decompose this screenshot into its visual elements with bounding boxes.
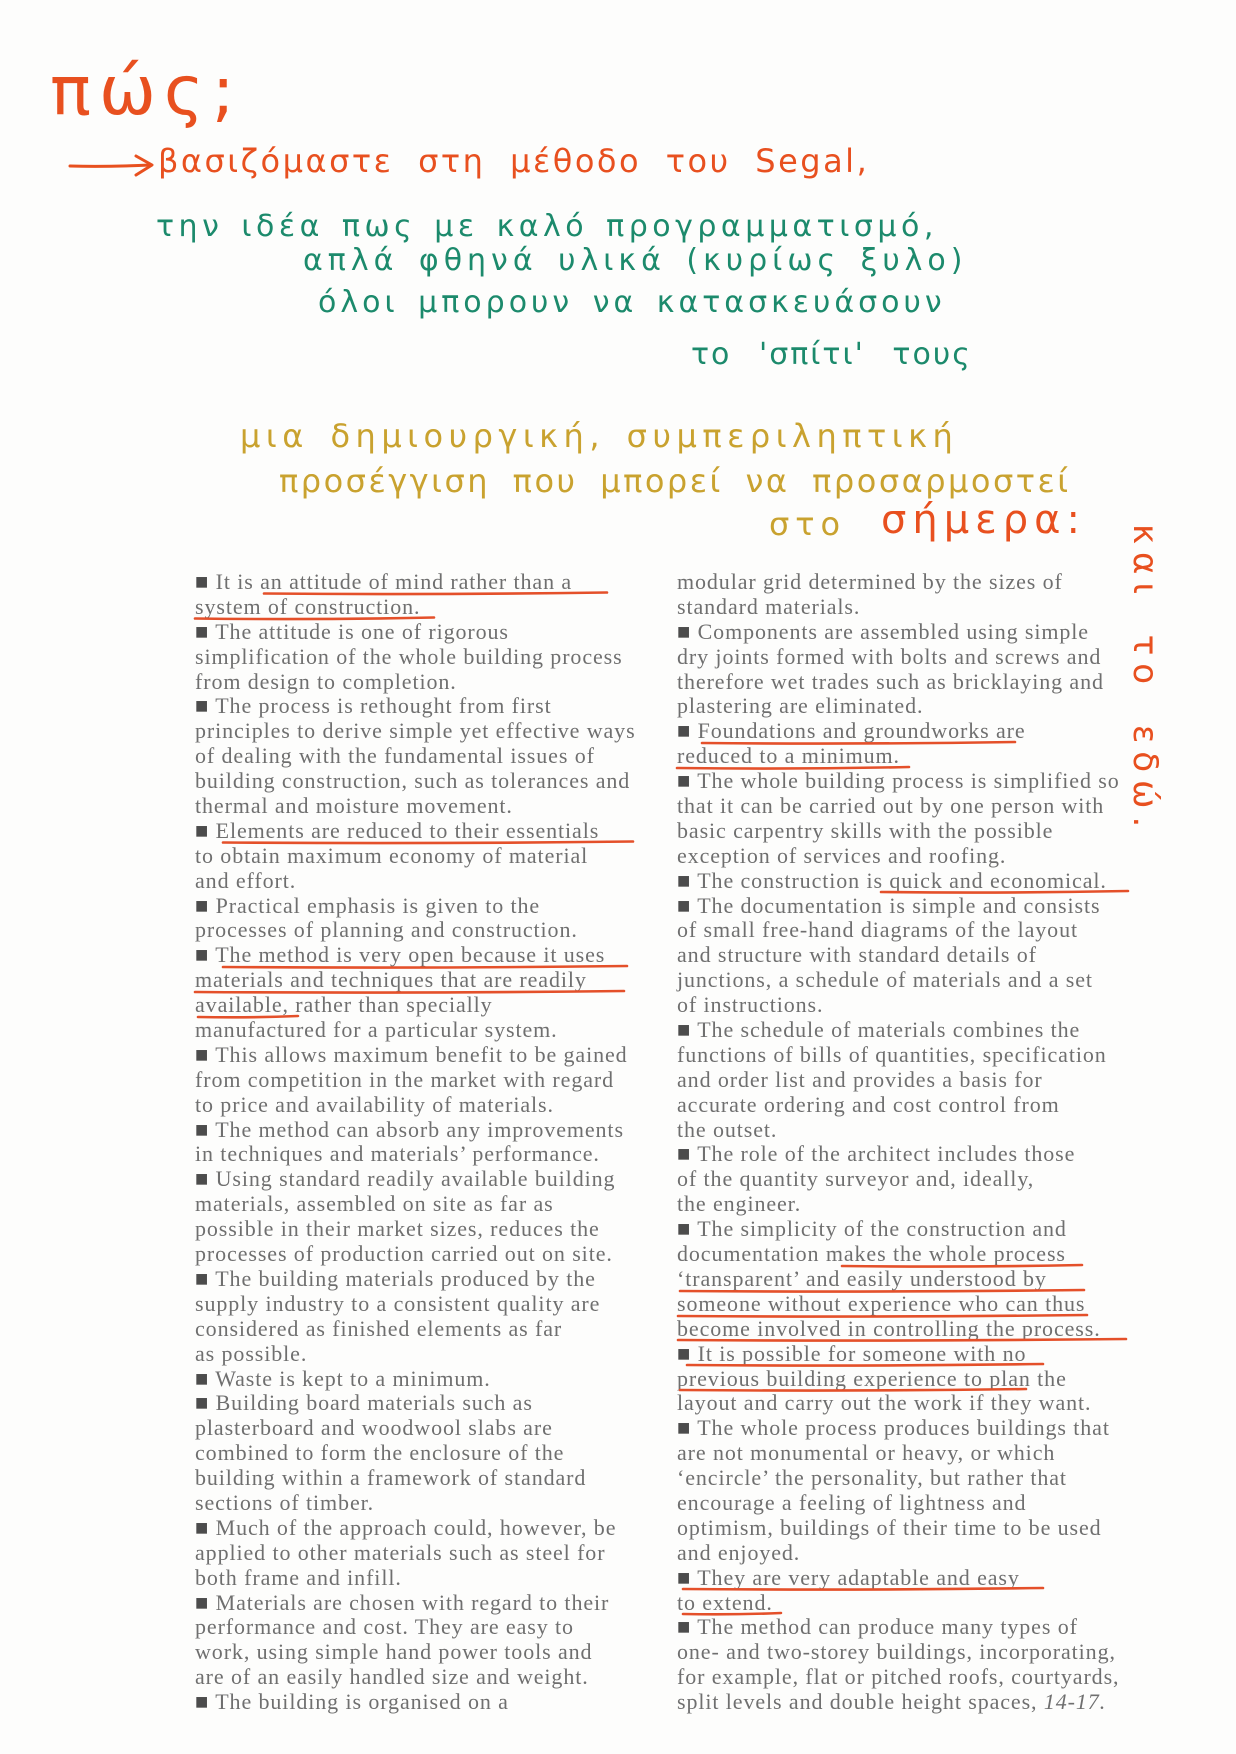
text-line: modular grid determined by the sizes of: [677, 569, 1063, 594]
bullet-line: ■ The documentation is simple and consists: [677, 892, 1101, 918]
text-line: manufactured for a particular system.: [195, 1017, 558, 1043]
text-line: optimism, buildings of their time to be used: [677, 1514, 1102, 1540]
text-line: from design to completion.: [195, 668, 457, 694]
handwritten-idea-line: όλοι μπορουν να κατασκευάσουν: [318, 285, 946, 320]
text-line: processes of planning and construction.: [195, 917, 578, 943]
text-line: combined to form the enclosure of the: [195, 1440, 565, 1466]
text-line: materials, assembled on site as far as: [195, 1191, 554, 1217]
text-line: for example, flat or pitched roofs, courtyards,: [677, 1664, 1120, 1690]
text-line: and order list and provides a basis for: [677, 1066, 1043, 1092]
text-line: plastering are eliminated.: [677, 693, 924, 719]
text-line: that it can be carried out by one person with: [677, 793, 1105, 819]
bullet-line: ■ It is an attitude of mind rather than a: [195, 569, 573, 594]
text-line: principles to derive simple yet effective ways: [195, 718, 636, 744]
text-line: are of an easily handled size and weight.: [195, 1664, 589, 1690]
bullet-line: ■ The simplicity of the construction and: [677, 1216, 1067, 1242]
arrow-right-icon: [66, 150, 158, 182]
handwritten-approach-line: μια δημιουργική, συμπεριληπτική: [240, 417, 959, 455]
text-line: considered as finished elements as far: [195, 1315, 563, 1341]
text-line: of instructions.: [677, 992, 824, 1018]
bullet-line: ■ Building board materials such as: [195, 1390, 533, 1416]
text-line: documentation makes the whole process: [677, 1241, 1066, 1267]
text-line: thermal and moisture movement.: [195, 793, 513, 819]
bullet-line: ■ Waste is kept to a minimum.: [195, 1365, 491, 1391]
text-line-content: split levels and double height spaces,: [677, 1689, 1038, 1715]
text-line: basic carpentry skills with the possible: [677, 817, 1054, 843]
bullet-line: ■ Much of the approach could, however, be: [195, 1514, 617, 1540]
text-line: of the quantity surveyor and, ideally,: [677, 1166, 1035, 1192]
text-line: of small free-hand diagrams of the layout: [677, 917, 1078, 943]
handwritten-idea-line: απλά φθηνά υλικά (κυρίως ξυλο): [303, 243, 968, 278]
text-line: previous building experience to plan the: [677, 1365, 1067, 1391]
bullet-line: ■ The construction is quick and economical.: [677, 867, 1107, 893]
text-line: building within a framework of standard: [195, 1465, 587, 1491]
text-line: work, using simple hand power tools and: [195, 1639, 593, 1665]
handwritten-approach-line: προσέγγιση που μπορεί να προσαρμοστεί: [279, 462, 1071, 500]
text-line: performance and cost. They are easy to: [195, 1614, 574, 1640]
text-line: [677, 1690, 1120, 1715]
bullet-line: ■ The whole building process is simplified so: [677, 768, 1120, 794]
handwritten-idea-line: το 'σπίτι' τους: [691, 337, 972, 372]
handwritten-margin-note: και το εδώ.: [1125, 524, 1165, 836]
text-line: processes of production carried out on site.: [195, 1241, 613, 1267]
text-line: simplification of the whole building process: [195, 643, 623, 669]
text-line: dry joints formed with bolts and screws and: [677, 643, 1102, 669]
right-text-column: [677, 570, 1120, 1715]
bullet-line: ■ They are very adaptable and easy: [677, 1564, 1020, 1590]
text-line: exception of services and roofing.: [677, 842, 1007, 868]
bullet-line: ■ The method can produce many types of: [677, 1614, 1078, 1640]
bullet-line: ■ The whole process produces buildings that: [677, 1415, 1110, 1441]
bullet-line: ■ Materials are chosen with regard to their: [195, 1589, 610, 1615]
text-line: layout and carry out the work if they want.: [677, 1390, 1092, 1416]
bullet-line: ■ This allows maximum benefit to be gained: [195, 1041, 628, 1067]
text-line: in techniques and materials’ performance.: [195, 1141, 600, 1167]
text-line: encourage a feeling of lightness and: [677, 1489, 1027, 1515]
text-line: supply industry to a consistent quality are: [195, 1290, 601, 1316]
handwritten-today: σήμερα:: [881, 497, 1087, 543]
text-line: and enjoyed.: [677, 1539, 801, 1565]
text-line: standard materials.: [677, 593, 861, 619]
bullet-line: ■ Practical emphasis is given to the: [195, 892, 541, 918]
bullet-line: ■ Using standard readily available building: [195, 1166, 616, 1192]
bullet-line: ■ Components are assembled using simple: [677, 618, 1089, 644]
bullet-line: ■ The process is rethought from first: [195, 693, 552, 719]
text-line: to extend.: [677, 1589, 773, 1615]
bullet-line: ■ It is possible for someone with no: [677, 1340, 1027, 1366]
text-line: to price and availability of materials.: [195, 1091, 554, 1117]
text-line: and structure with standard details of: [677, 942, 1037, 968]
text-line: available, rather than specially: [195, 992, 493, 1018]
text-line: plasterboard and woodwool slabs are: [195, 1415, 553, 1441]
text-line: as possible.: [195, 1340, 308, 1366]
text-line: and effort.: [195, 867, 297, 893]
text-line: applied to other materials such as steel for: [195, 1539, 606, 1565]
text-line: the engineer.: [677, 1191, 802, 1217]
text-line: possible in their market sizes, reduces the: [195, 1216, 600, 1242]
handwritten-idea-line: την ιδέα πως με καλό προγραμματισμό,: [156, 209, 938, 244]
text-line: therefore wet trades such as bricklaying and: [677, 668, 1104, 694]
bullet-line: ■ Elements are reduced to their essentials: [195, 817, 600, 843]
text-line: functions of bills of quantities, specification: [677, 1041, 1107, 1067]
text-line: one- and two-storey buildings, incorporating,: [677, 1639, 1116, 1665]
handwritten-method-line: βασιζόμαστε στη μέθοδο του Segal,: [158, 142, 870, 180]
figure-reference: 14-17.: [1043, 1689, 1107, 1715]
text-line: someone without experience who can thus: [677, 1290, 1086, 1316]
bullet-line: ■ Foundations and groundworks are: [677, 718, 1026, 744]
text-line: reduced to a minimum.: [677, 743, 900, 769]
text-line: sections of timber.: [195, 1489, 375, 1515]
text-line: junctions, a schedule of materials and a set: [677, 967, 1093, 993]
bullet-line: ■ The building is organised on a: [195, 1689, 509, 1715]
bullet-line: ■ The building materials produced by the: [195, 1265, 596, 1291]
bullet-line: ■ The method is very open because it uses: [195, 942, 606, 968]
text-line: from competition in the market with regard: [195, 1066, 615, 1092]
bullet-line: ■ The method can absorb any improvements: [195, 1116, 624, 1142]
bullet-line: ■ The schedule of materials combines the: [677, 1017, 1081, 1043]
text-line: ‘transparent’ and easily understood by: [677, 1265, 1047, 1291]
text-line: accurate ordering and cost control from: [677, 1091, 1060, 1117]
bullet-line: ■ The role of the architect includes those: [677, 1141, 1076, 1167]
text-line: materials and techniques that are readily: [195, 967, 587, 993]
handwritten-approach-line: στο: [769, 505, 847, 543]
text-line: become involved in controlling the process.: [677, 1315, 1101, 1341]
text-line: both frame and infill.: [195, 1564, 402, 1590]
text-line: of dealing with the fundamental issues of: [195, 743, 595, 769]
text-line: system of construction.: [195, 593, 421, 619]
handwritten-heading: πώς;: [50, 52, 243, 131]
left-text-column: [195, 570, 636, 1715]
text-line: ‘encircle’ the personality, but rather that: [677, 1465, 1067, 1491]
text-line: to obtain maximum economy of material: [195, 842, 589, 868]
text-line: the outset.: [677, 1116, 778, 1142]
bullet-line: ■ The attitude is one of rigorous: [195, 618, 509, 644]
text-line: building construction, such as tolerances and: [195, 768, 631, 794]
text-line: are not monumental or heavy, or which: [677, 1440, 1056, 1466]
